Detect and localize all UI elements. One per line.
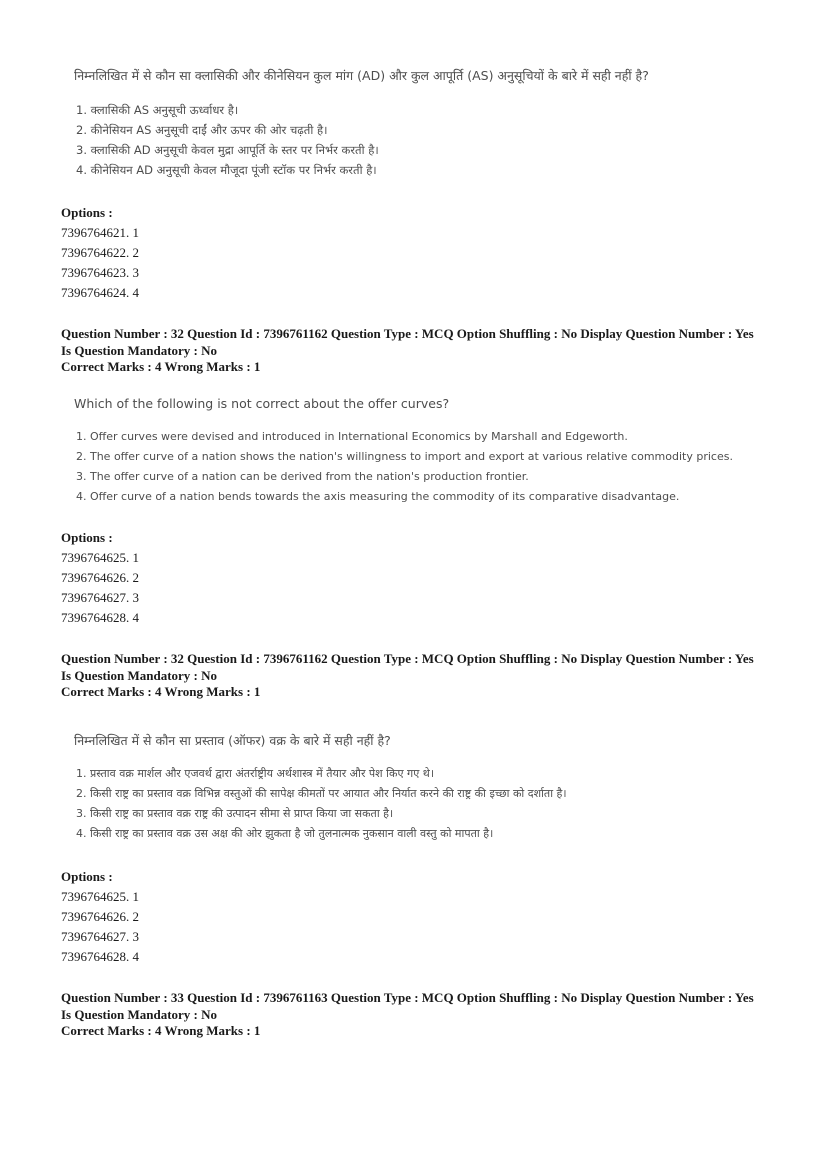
statement-list bbox=[76, 764, 567, 844]
option-item: 7396764625. 1 bbox=[61, 550, 139, 565]
question-text: निम्नलिखित में से कौन सा प्रस्ताव (ऑफर) वक्र के बारे में सही नहीं है? bbox=[74, 733, 391, 748]
meta-line: Correct Marks : 4 Wrong Marks : 1 bbox=[61, 1023, 261, 1038]
statement: 3. क्लासिकी AD अनुसूची केवल मुद्रा आपूर्ति के स्तर पर निर्भर करती है। bbox=[76, 143, 379, 157]
options-block bbox=[61, 203, 139, 303]
options-label: Options : bbox=[61, 205, 113, 220]
statement-list bbox=[76, 427, 733, 507]
option-item: 7396764621. 1 bbox=[61, 225, 139, 240]
option-item: 7396764628. 4 bbox=[61, 610, 139, 625]
options-label: Options : bbox=[61, 530, 113, 545]
option-item: 7396764628. 4 bbox=[61, 949, 139, 964]
statement: 4. Offer curve of a nation bends towards the axis measuring the commodity of its comparative disadvantage. bbox=[76, 490, 680, 503]
option-item: 7396764627. 3 bbox=[61, 590, 139, 605]
statement: 2. The offer curve of a nation shows the nation's willingness to import and export at various relative commodity prices. bbox=[76, 450, 733, 463]
meta-line: Is Question Mandatory : No bbox=[61, 342, 218, 358]
option-item: 7396764623. 3 bbox=[61, 265, 139, 280]
meta-line: Question Number : 32 Question Id : 7396761162 Question Type : MCQ Option Shuffling : No Display Question Number : Yes bbox=[61, 326, 754, 341]
meta-line: Is Question Mandatory : No bbox=[61, 1006, 218, 1022]
statement: 4. किसी राष्ट्र का प्रस्ताव वक्र उस अक्ष की ओर झुकता है जो तुलनात्मक नुकसान वाली वस्तु को मापता है। bbox=[76, 827, 494, 840]
option-item: 7396764624. 4 bbox=[61, 285, 139, 300]
meta-line: Question Number : 33 Question Id : 7396761163 Question Type : MCQ Option Shuffling : No Display Question Number : Yes bbox=[61, 990, 754, 1005]
options-block bbox=[61, 867, 139, 967]
meta-line: Question Number : 32 Question Id : 7396761162 Question Type : MCQ Option Shuffling : No Display Question Number : Yes bbox=[61, 651, 754, 666]
question-text: निम्नलिखित में से कौन सा क्लासिकी और कीनेसियन कुल मांग (AD) और कुल आपूर्ति (AS) अनुसूचियों के बारे में सही नहीं है? bbox=[74, 68, 649, 83]
statement: 2. किसी राष्ट्र का प्रस्ताव वक्र विभिन्न वस्तुओं की सापेक्ष कीमतों पर आयात और निर्यात करने की राष्ट्र की इच्छा को दर्शाता है। bbox=[76, 787, 567, 800]
options-block bbox=[61, 528, 139, 628]
statement: 1. Offer curves were devised and introduced in International Economics by Marshall and Edgeworth. bbox=[76, 430, 628, 443]
statement-list bbox=[76, 100, 379, 180]
statement: 1. प्रस्ताव वक्र मार्शल और एजवर्थ द्वारा अंतर्राष्ट्रीय अर्थशास्त्र में तैयार और पेश किए गए थे। bbox=[76, 767, 435, 780]
statement: 1. क्लासिकी AS अनुसूची ऊर्ध्वाधर है। bbox=[76, 103, 239, 117]
meta-line: Correct Marks : 4 Wrong Marks : 1 bbox=[61, 684, 261, 699]
meta-line: Correct Marks : 4 Wrong Marks : 1 bbox=[61, 359, 261, 374]
question-meta bbox=[61, 326, 754, 376]
meta-line: Is Question Mandatory : No bbox=[61, 667, 218, 683]
option-item: 7396764626. 2 bbox=[61, 570, 139, 585]
option-item: 7396764626. 2 bbox=[61, 909, 139, 924]
options-label: Options : bbox=[61, 869, 113, 884]
question-meta bbox=[61, 990, 754, 1040]
option-item: 7396764625. 1 bbox=[61, 889, 139, 904]
statement: 3. किसी राष्ट्र का प्रस्ताव वक्र राष्ट्र की उत्पादन सीमा से प्राप्त किया जा सकता है। bbox=[76, 807, 394, 820]
question-text: Which of the following is not correct about the offer curves? bbox=[74, 396, 450, 411]
option-item: 7396764627. 3 bbox=[61, 929, 139, 944]
statement: 3. The offer curve of a nation can be derived from the nation's production frontier. bbox=[76, 470, 529, 483]
question-meta bbox=[61, 651, 754, 701]
option-item: 7396764622. 2 bbox=[61, 245, 139, 260]
statement: 4. कीनेसियन AD अनुसूची केवल मौजूदा पूंजी स्टॉक पर निर्भर करती है। bbox=[76, 163, 377, 177]
statement: 2. कीनेसियन AS अनुसूची दाईं और ऊपर की ओर चढ़ती है। bbox=[76, 123, 328, 137]
